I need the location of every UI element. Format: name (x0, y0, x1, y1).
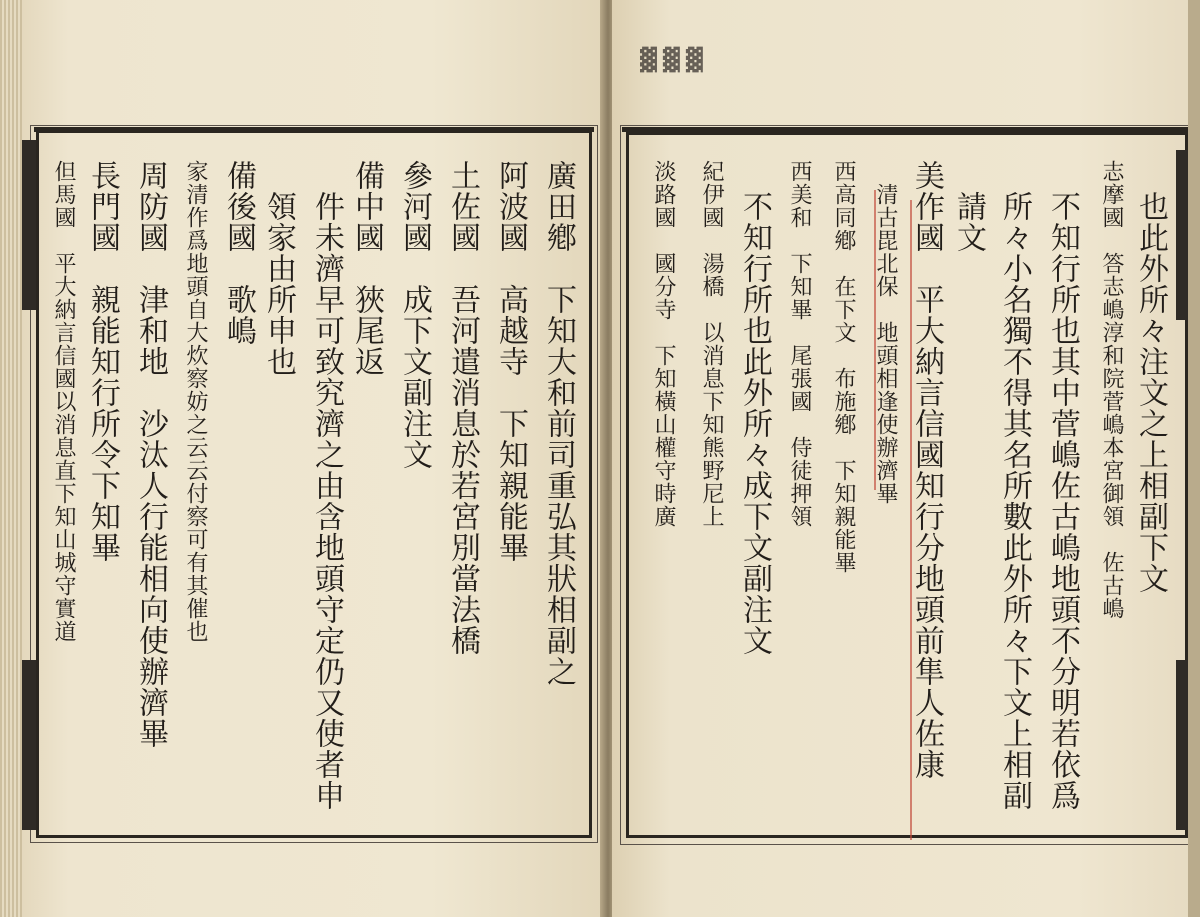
right-col-9: 西美和 下知畢 尾張國 侍徒押領 (787, 160, 812, 528)
right-col-7: 清古毘北保 地頭相逢使辦濟畢 (873, 160, 898, 505)
left-col-9: 家清作爲地頭自大炊察妨之云云付察可有其催也 (183, 160, 208, 643)
page-edges-left (0, 0, 24, 917)
right-col-4: 所々小名獨不得其名所數此外所々下文上相副 (997, 160, 1032, 811)
right-col-8: 西高同鄕 在下文 布施鄕 下知親能畢 (831, 160, 856, 574)
left-col-6: 件未濟早可致究濟之由含地頭守定仍又使者申 (309, 160, 344, 811)
left-col-4: 參河國 成下文副注文 (397, 160, 432, 470)
left-col-1: 廣田鄕 下知大和前司重弘其狀相副之 (541, 160, 576, 687)
left-col-7: 領家由所申也 (261, 160, 296, 377)
left-col-5: 備中國 狹尾返 (349, 160, 384, 377)
right-col-11: 紀伊國 湯橋 以消息下知熊野尼上 (699, 160, 724, 528)
left-col-11: 長門國 親能知行所令下知畢 (85, 160, 120, 563)
margin-tab-upper (22, 140, 36, 310)
right-col-1: 也此外所々注文之上相副下文 (1133, 160, 1168, 594)
left-col-10: 周防國 津和地 沙汰人行能相向使辦濟畢 (133, 160, 168, 749)
right-page (612, 0, 1192, 917)
right-col-5: 請文 (951, 160, 986, 253)
margin-tab-lower (22, 660, 36, 830)
left-col-12: 但馬國 平大納言信國以消息直下知山城守實道 (51, 160, 76, 643)
right-col-10: 不知行所也此外所々成下文副注文 (737, 160, 772, 656)
left-col-2: 阿波國 高越寺 下知親能畢 (493, 160, 528, 563)
right-col-6: 美作國 平大納言信國知行分地頭前隼人佐康 (909, 160, 944, 780)
right-col-3: 不知行所也其中菅嶋佐古嶋地頭不分明若依爲 (1045, 160, 1080, 811)
right-col-2: 志摩國 答志嶋淳和院菅嶋本宮御領 佐古嶋 (1099, 160, 1124, 620)
left-page (22, 0, 607, 917)
left-col-3: 土佐國 吾河遣消息於若宮別當法橋 (445, 160, 480, 656)
page-edges-right (1188, 0, 1200, 917)
right-col-12: 淡路國 國分寺 下知橫山權守時廣 (651, 160, 676, 528)
header-stamp: ▓▓▓ (640, 48, 709, 73)
left-col-8: 備後國 歌嶋 (221, 160, 256, 346)
